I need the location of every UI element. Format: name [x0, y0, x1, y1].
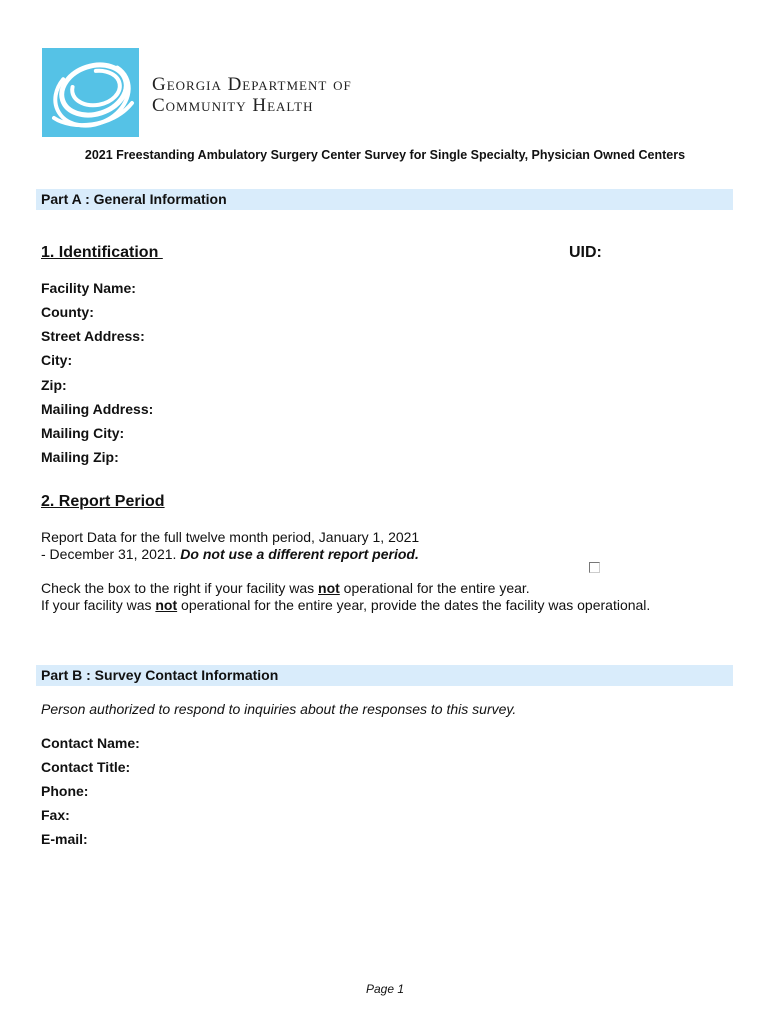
org-name — [152, 74, 352, 116]
logo-rings-icon — [42, 48, 139, 137]
zip-label: Zip: — [41, 377, 67, 393]
mailing-zip-label: Mailing Zip: — [41, 449, 119, 465]
uid-label: UID: — [569, 244, 602, 261]
survey-title: 2021 Freestanding Ambulatory Surgery Center Survey for Single Specialty, Physician Owned Centers — [84, 148, 686, 162]
contact-name-label: Contact Name: — [41, 735, 140, 751]
identification-heading: 1. Identification — [41, 244, 163, 261]
mailing-address-label: Mailing Address: — [41, 401, 154, 417]
report-period-line2 — [41, 546, 419, 562]
dch-logo — [42, 48, 139, 137]
part-b-header: Part B : Survey Contact Information — [36, 665, 733, 686]
mailing-city-label: Mailing City: — [41, 425, 125, 441]
check-not: not — [318, 580, 340, 596]
operational-dates-instruction — [41, 597, 650, 613]
org-name-line1: Georgia Department of — [152, 74, 352, 95]
not-operational-instruction — [41, 580, 530, 596]
street-address-label: Street Address: — [41, 328, 145, 344]
page-number: Page 1 — [365, 982, 405, 996]
report-period-warning: Do not use a different report period. — [180, 546, 419, 562]
dates-prefix: If your facility was — [41, 597, 156, 613]
email-label: E-mail: — [41, 831, 88, 847]
phone-label: Phone: — [41, 783, 89, 799]
org-name-line2: Community Health — [152, 95, 314, 116]
report-period-line1: Report Data for the full twelve month period, January 1, 2021 — [41, 529, 420, 545]
part-a-header: Part A : General Information — [36, 189, 733, 210]
dates-not: not — [155, 597, 178, 613]
city-label: City: — [41, 352, 73, 368]
facility-name-label: Facility Name: — [41, 280, 136, 296]
contact-title-label: Contact Title: — [41, 759, 131, 775]
contact-intro: Person authorized to respond to inquiries about the responses to this survey. — [41, 701, 517, 717]
dates-suffix: operational for the entire year, provide the dates the facility was operational. — [177, 597, 651, 613]
report-period-heading: 2. Report Period — [41, 493, 165, 510]
report-period-dates: - December 31, 2021. — [41, 546, 181, 562]
check-suffix: operational for the entire year. — [339, 580, 530, 596]
fax-label: Fax: — [41, 807, 70, 823]
county-label: County: — [41, 304, 94, 320]
check-prefix: Check the box to the right if your facility was — [41, 580, 319, 596]
not-operational-checkbox[interactable] — [589, 562, 600, 573]
